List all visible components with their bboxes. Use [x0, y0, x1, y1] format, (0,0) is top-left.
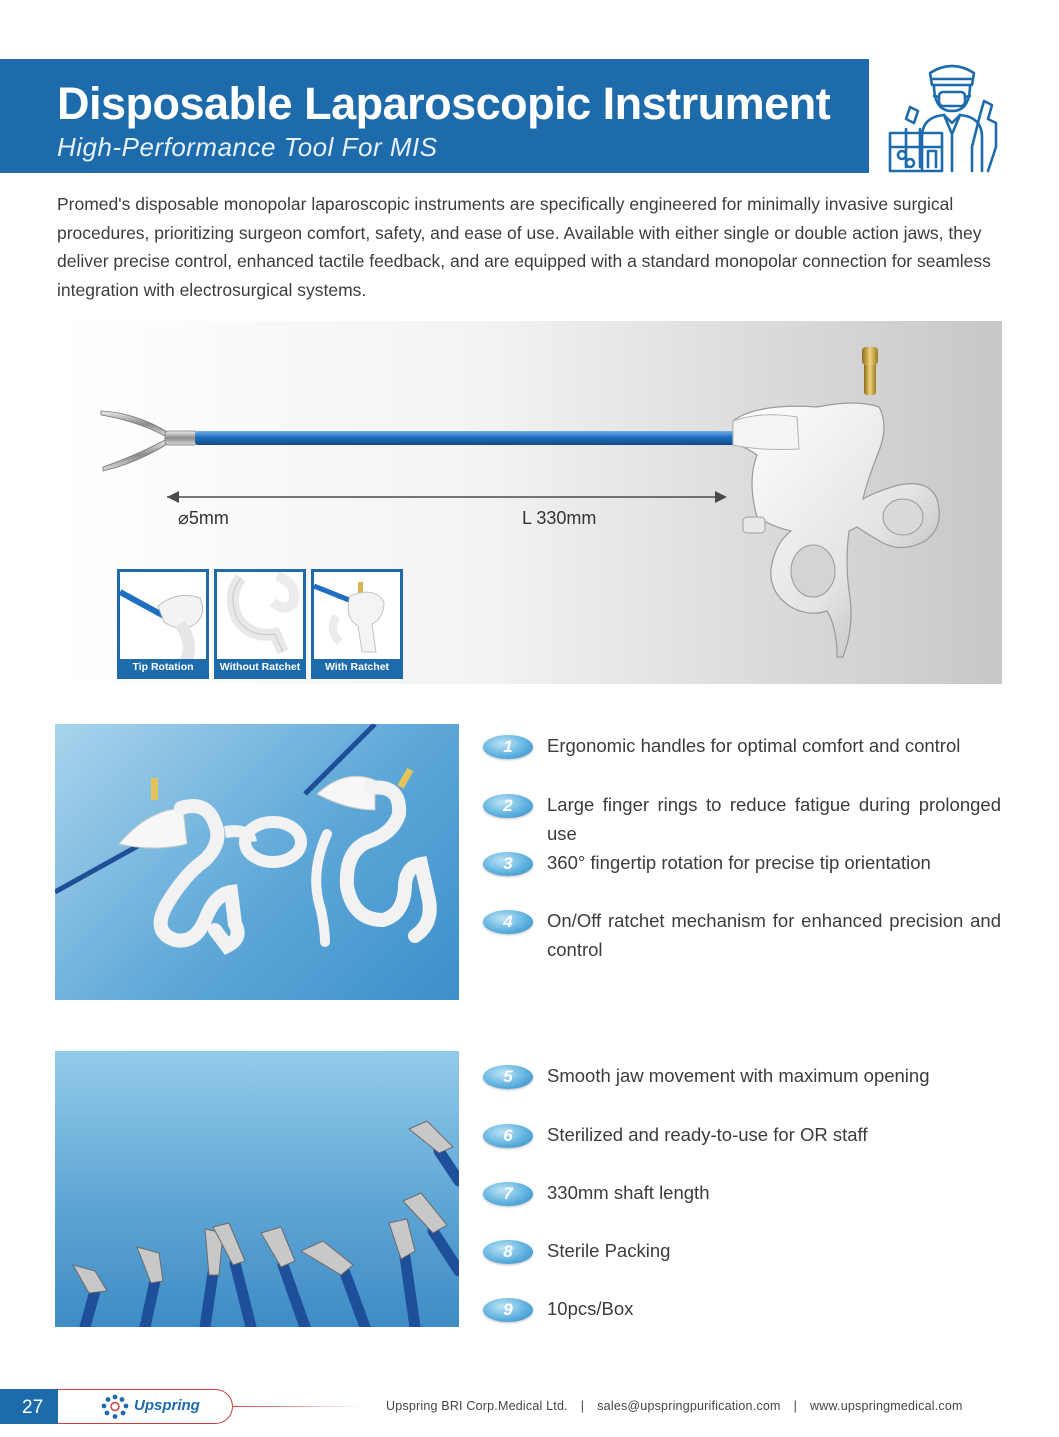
surgeon-icon: [884, 59, 1004, 173]
feature-text: Sterile Packing: [547, 1240, 671, 1261]
page-number: 27: [22, 1397, 44, 1418]
feature-number-badge: 4: [483, 910, 533, 934]
feature-text: Large finger rings to reduce fatigue during prolonged use: [547, 794, 1001, 844]
brand-logo-text: Upspring: [134, 1397, 200, 1414]
length-label: L 330mm: [522, 508, 597, 528]
jaw-tips-photo: [55, 1051, 459, 1327]
feature-number-badge: 3: [483, 852, 533, 876]
feature-text: Ergonomic handles for optimal comfort and control: [547, 735, 961, 756]
handles-photo: [55, 724, 459, 1000]
company-name: Upspring BRI Corp.Medical Ltd.: [386, 1399, 568, 1413]
thumbnail-caption: With Ratchet: [314, 659, 400, 676]
feature-text: Sterilized and ready-to-use for OR staff: [547, 1124, 868, 1145]
page-title: Disposable Laparoscopic Instrument: [57, 78, 831, 129]
feature-number-badge: 6: [483, 1124, 533, 1148]
email-link[interactable]: sales@upspringpurification.com: [597, 1399, 781, 1413]
separator: |: [793, 1399, 798, 1413]
website-link[interactable]: www.upspringmedical.com: [810, 1399, 963, 1413]
feature-number-badge: 7: [483, 1182, 533, 1206]
thumbnail-tip-rotation: [117, 569, 209, 679]
diameter-label: ⌀5mm: [178, 508, 229, 528]
page-subtitle: High-Performance Tool For MIS: [57, 132, 438, 162]
feature-text: 10pcs/Box: [547, 1298, 634, 1319]
instrument-hero-image: [57, 321, 1002, 684]
feature-number-badge: 2: [483, 794, 533, 818]
footer-divider: [233, 1406, 363, 1407]
feature-text: 360° fingertip rotation for precise tip orientation: [547, 852, 931, 873]
intro-paragraph: Promed's disposable monopolar laparoscopic instruments are specifically engineered for minimally invasive surgical procedures, prioritizing surgeon comfort, safety, and ease of use. Available with either single or double action jaws, they deliver precise control, enhanced tactile feedback, and are equipped with a standard monopolar connection for seamless integration with electrosurgical systems.: [57, 194, 991, 300]
feature-text: 330mm shaft length: [547, 1182, 710, 1203]
thumbnail-with-ratchet: [311, 569, 403, 679]
feature-number-badge: 8: [483, 1240, 533, 1264]
feature-number-badge: 1: [483, 735, 533, 759]
upspring-logo-icon: [100, 1394, 130, 1420]
feature-text: On/Off ratchet mechanism for enhanced precision and control: [547, 910, 1001, 960]
thumbnail-without-ratchet: [214, 569, 306, 679]
feature-text: Smooth jaw movement with maximum opening: [547, 1065, 930, 1086]
feature-number-badge: 9: [483, 1298, 533, 1322]
thumbnail-caption: Without Ratchet: [217, 659, 303, 676]
feature-number-badge: 5: [483, 1065, 533, 1089]
separator: |: [580, 1399, 585, 1413]
footer-contact: [386, 1399, 963, 1413]
thumbnail-caption: Tip Rotation: [120, 659, 206, 676]
